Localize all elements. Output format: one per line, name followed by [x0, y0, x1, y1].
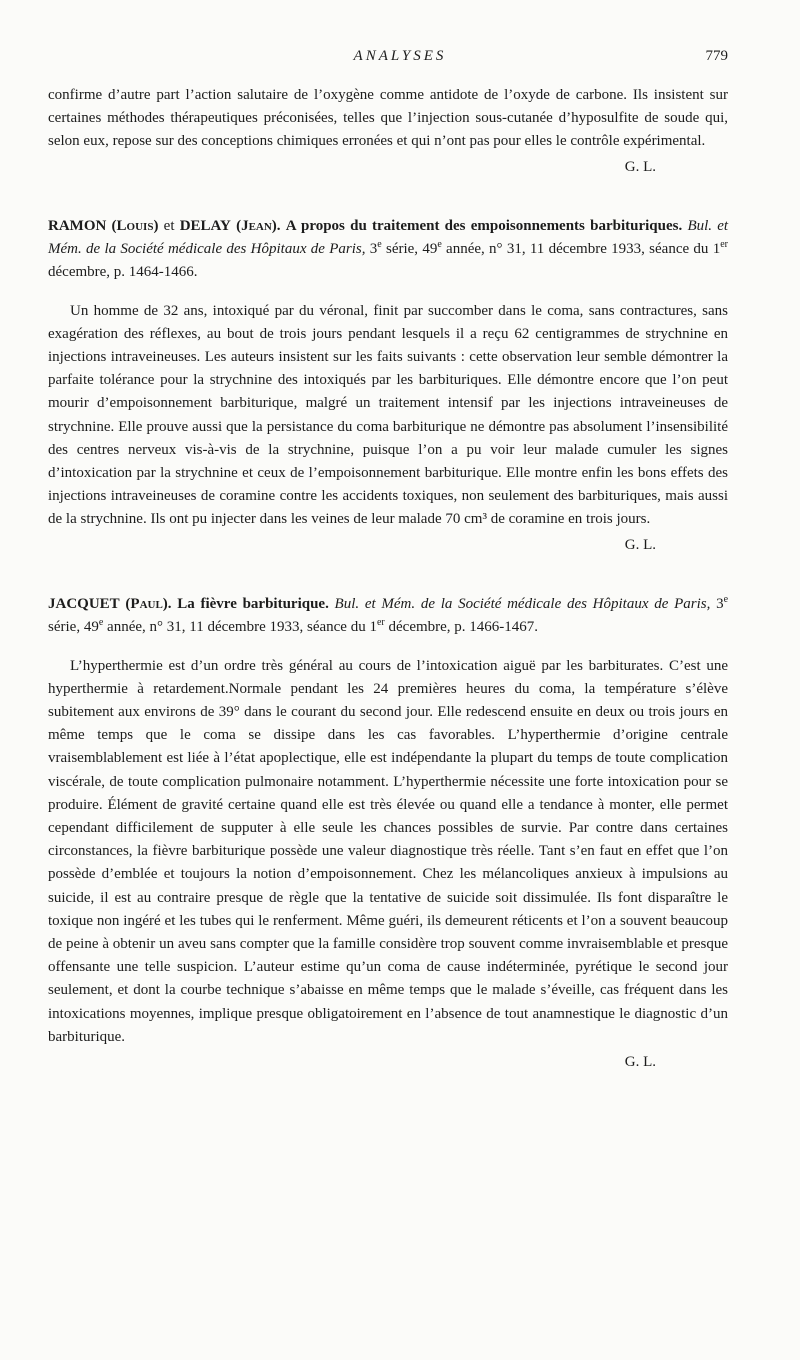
- article-abstract: L’hyperthermie est d’un ordre très général au cours de l’intoxication aiguë par les barbiturates. C’est une hyperthermie à retardement.Normale pendant les 24 premières heures du coma, la température s’élève subitement aux environs de 39° dans le courant du second jour. Elle redescend ensuite en deux ou trois jours en même temps que le coma se dissipe dans les cas favorables. L’hyperthermie d’origine centrale vraisemblablement est liée à l’état apoplectique, elle est indépendante la plupart du temps de toute complication viscérale, de toute complication pulmonaire notamment. L’hyperthermie nécessite une forte intoxication pour se produire. Élément de gravité certaine quand elle est très élevée ou quand elle a tendance à monter, elle permet cependant difficilement de supputer à elle seule les chances possibles de survie. Par contre dans certaines circonstances, la fièvre barbiturique possède une valeur diagnostique très réelle. Tant s’en faut en effet que l’on possède d’emblée et toujours la notion d’empoisonnement. Chez les mélancoliques anxieux à impulsions au suicide, il est au contraire presque de règle que la tentative de suicide soit dissimulée. Ils font disparaître le toxique non ingéré et les tubes qui le renferment. Même guéri, ils demeurent réticents et l’on a souvent beaucoup de peine à obtenir un aveu sans compter que la famille considère trop souvent comme invraisemblable et presque offensante une telle suspicion. L’auteur estime qu’un coma de cause indéterminée, pyrétique le second jour seulement, et dont la courbe technique s’abaisse en même temps que le malade s’éveille, cas fréquent dans les intoxications moyennes, implique presque obligatoirement en l’absence de tout anamnestique le diagnostic d’un barbiturique.: [48, 657, 728, 1045]
- author-surname: JACQUET: [48, 595, 120, 612]
- author-conjunction: et: [163, 217, 175, 234]
- author-firstname: (Paul).: [125, 595, 172, 612]
- article-reference: [48, 215, 728, 284]
- article-title: A propos du traitement des empoisonnements barbituriques.: [285, 217, 683, 234]
- signature: G. L.: [624, 158, 656, 175]
- page-body: [48, 84, 728, 1074]
- author-firstname: (Louis): [111, 217, 159, 234]
- signature: G. L.: [624, 1054, 656, 1071]
- citation-details: 3e série, 49e année, n° 31, 11 décembre 1933, séance du 1er décembre, p. 1466-1467.: [48, 593, 729, 635]
- author-surname: DELAY: [179, 217, 231, 234]
- article-title: La fièvre barbiturique.: [177, 595, 329, 612]
- author-surname: RAMON: [48, 217, 107, 234]
- journal-name: Bul. et Mém. de la Société médicale des Hôpitaux de Paris,: [48, 217, 729, 257]
- page-header: [0, 48, 800, 72]
- continuation-paragraph: confirme d’autre part l’action salutaire de l’oxygène comme antidote de l’oxyde de carbone. Ils insistent sur certaines méthodes thérapeutiques préconisées, telles que l’injection sous-cutanée d’hyposulfite de soude qui, selon eux, repose sur des conceptions chimiques erronées et qui n’ont pas pour elles le contrôle expérimental.: [48, 87, 728, 150]
- article-reference: [48, 593, 728, 639]
- journal-name: Bul. et Mém. de la Société médicale des Hôpitaux de Paris,: [334, 595, 711, 612]
- citation-details: 3e série, 49e année, n° 31, 11 décembre 1933, séance du 1er décembre, p. 1464-1466.: [48, 238, 728, 280]
- signature: G. L.: [624, 536, 656, 553]
- author-firstname: (Jean).: [236, 217, 281, 234]
- page-number: 779: [705, 48, 728, 64]
- running-title: ANALYSES: [353, 48, 447, 64]
- article-abstract: Un homme de 32 ans, intoxiqué par du véronal, finit par succomber dans le coma, sans contractures, sans exagération des réflexes, au bout de trois jours pendant lesquels il a reçu 62 centigrammes de strychnine en injections intraveineuses. Les auteurs insistent sur les faits suivants : cette observation leur semble démontrer la parfaite tolérance pour la strychnine des intoxiqués par les barbituriques. Elle démontre encore que l’on peut mourir d’empoisonnement barbiturique, malgré un traitement intensif par les injections intraveineuses de strychnine. Elle prouve aussi que la persistance du coma barbiturique ne démontre pas absolument l’insensibilité des centres nerveux vis-à-vis de la strychnine, puisque l’on a pu voir leur malade cumuler les signes d’intoxication par la strychnine et ceux de l’empoisonnement barbiturique. Elle montre enfin les bons effets des injections intraveineuses de coramine contre les accidents toxiques, non seulement des barbituriques, mais aussi de la strychnine. Ils ont pu injecter dans les veines de leur malade 70 cm³ de coramine en trois jours.: [48, 302, 728, 528]
